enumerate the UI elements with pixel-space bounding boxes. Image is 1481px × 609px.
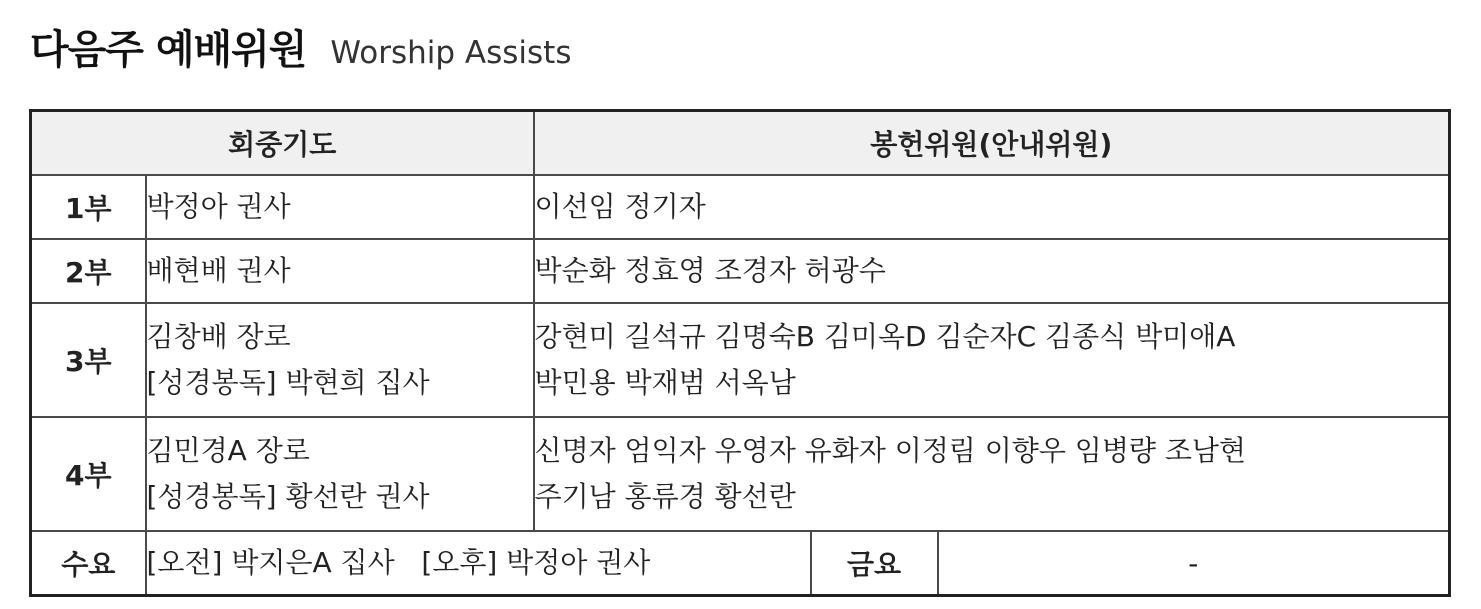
prayer-line: [성경봉독] 박현희 집사 — [146, 366, 430, 399]
service-label: 4부 — [31, 417, 146, 531]
offering-cell — [534, 303, 1450, 417]
prayer-cell — [146, 239, 534, 303]
prayer-cell — [146, 175, 534, 239]
header-row — [31, 111, 1450, 176]
prayer-line: [성경봉독] 황선란 권사 — [146, 480, 430, 513]
service-label: 2부 — [31, 239, 146, 303]
wednesday-label: 수요 — [31, 531, 146, 596]
title-korean: 다음주 예배위원 — [30, 27, 307, 73]
prayer-cell — [146, 303, 534, 417]
prayer-line: 김창배 장로 — [146, 320, 291, 353]
wednesday-value: [오전] 박지은A 집사 [오후] 박정아 권사 — [146, 531, 811, 596]
prayer-line: 배현배 권사 — [146, 254, 291, 287]
friday-value: - — [938, 531, 1450, 596]
weekday-row — [31, 531, 1450, 596]
offering-line: 이선임 정기자 — [534, 190, 706, 223]
table-row — [31, 417, 1450, 531]
offering-line: 강현미 길석규 김명숙B 김미옥D 김순자C 김종식 박미애A — [534, 320, 1236, 353]
offering-cell — [534, 417, 1450, 531]
title-english: Worship Assists — [330, 35, 572, 71]
table-row — [31, 175, 1450, 239]
offering-line: 신명자 엄익자 우영자 유화자 이정림 이향우 임병량 조남현 — [534, 434, 1246, 467]
service-label: 1부 — [31, 175, 146, 239]
offering-line: 박민용 박재범 서옥남 — [534, 366, 796, 399]
table-row — [31, 303, 1450, 417]
prayer-cell — [146, 417, 534, 531]
offering-cell — [534, 175, 1450, 239]
friday-label: 금요 — [811, 531, 938, 596]
page-title — [30, 18, 571, 75]
offering-cell — [534, 239, 1450, 303]
offering-line: 박순화 정효영 조경자 허광수 — [534, 254, 886, 287]
service-label: 3부 — [31, 303, 146, 417]
offering-line: 주기남 홍류경 황선란 — [534, 480, 796, 513]
header-offering: 봉헌위원(안내위원) — [534, 111, 1450, 176]
prayer-line: 김민경A 장로 — [146, 434, 310, 467]
table-row — [31, 239, 1450, 303]
header-prayer: 회중기도 — [31, 111, 534, 176]
worship-roster-table — [29, 109, 1451, 597]
prayer-line: 박정아 권사 — [146, 190, 291, 223]
